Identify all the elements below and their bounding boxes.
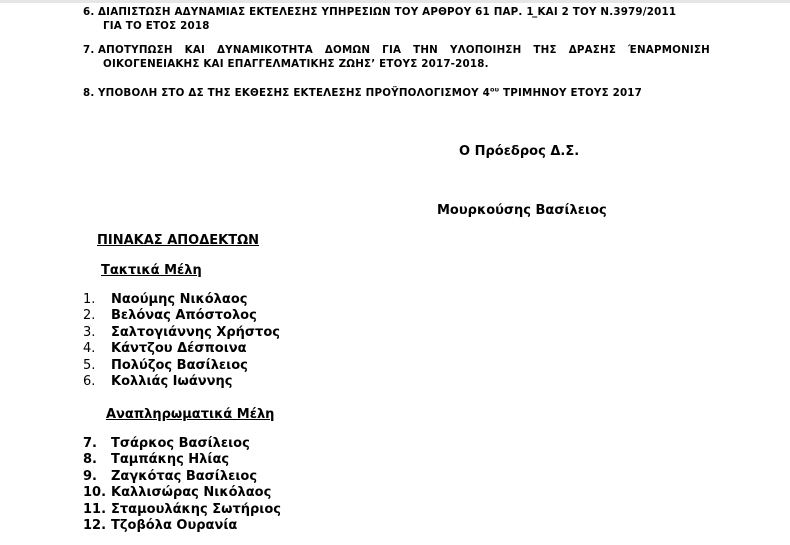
agenda-item-6 [83,6,713,34]
agenda-item-number: 7. [83,44,95,56]
member-name: Κάντζου Δέσποινα [111,341,247,357]
agenda-item-text: ΑΠΟΤΥΠΩΣΗ ΚΑΙ ΔΥΝΑΜΙΚΟΤΗΤΑ ΔΟΜΩΝ ΓΙΑ ΤΗΝ ΥΛΟΠΟΙΗΣΗ ΤΗΣ ΔΡΑΣΗΣ ΈΝΑΡΜΟΝΙΣΗ [98,44,710,56]
list-item-number: 7. [83,436,97,451]
ordinal-superscript: ου [489,85,500,94]
agenda-item-text: ΔΙΑΠΙΣΤΩΣΗ ΑΔΥΝΑΜΙΑΣ ΕΚΤΕΛΕΣΗΣ ΥΠΗΡΕΣΙΩΝ ΤΟΥ ΑΡΘΡΟΥ 61 ΠΑΡ. 1 ̲ΚΑΙ 2 ΤΟΥ Ν.3979/2011 [98,6,677,18]
list-item-number: 9. [83,468,97,484]
agenda-item-text-part: ΥΠΟΒΟΛΗ ΣΤΟ ΔΣ ΤΗΣ ΕΚΘΕΣΗΣ ΕΚΤΕΛΕΣΗΣ ΠΡΟΫΠΟΛΟΓΙΣΜΟΥ 4 [98,87,490,99]
list-item-number: 1. [83,292,96,307]
agenda-item-text-continued: ΟΙΚΟΓΕΝΕΙΑΚΗΣ ΚΑΙ ΕΠΑΓΓΕΛΜΑΤΙΚΗΣ ΖΩΗΣ’ ΕΤΟΥΣ 2017-2018. [103,57,489,70]
agenda-item-number: 6. [83,6,95,18]
recipients-heading: ΠΙΝΑΚΑΣ ΑΠΟΔΕΚΤΩΝ [97,233,260,248]
list-item-number: 8. [83,452,97,468]
agenda-item-7 [83,44,713,72]
page-top-edge [0,0,790,3]
member-name: Ναούμης Νικόλαος [111,292,248,307]
list-item-number: 4. [83,341,96,357]
list-item-number: 6. [83,373,96,389]
member-name: Καλλισώρας Νικόλαος [111,485,272,501]
member-name: Ταμπάκης Ηλίας [111,452,230,468]
member-name: Σταμουλάκης Σωτήριος [111,501,282,517]
signature-title: Ο Πρόεδρος Δ.Σ. [459,144,580,159]
agenda-item-number: 8. [83,87,95,99]
list-item-number: 10. [83,485,107,501]
member-name: Τσάρκος Βασίλειος [111,436,250,451]
list-item-number: 5. [83,357,96,373]
agenda-item-text [98,87,642,101]
member-name: Ζαγκότας Βασίλειος [111,468,258,484]
member-name: Βελόνας Απόστολος [111,308,257,324]
regular-members-heading: Τακτικά Μέλη [101,263,202,278]
list-item-number: 11. [83,501,107,517]
list-item-number: 12. [83,517,107,533]
member-name: Πολύζος Βασίλειος [111,357,248,373]
signature-name: Μουρκούσης Βασίλειος [437,203,607,218]
member-name: Τζοβόλα Ουρανία [111,517,238,533]
agenda-item-text-continued: ΓΙΑ ΤΟ ΕΤΟΣ 2018 [103,19,210,32]
member-name: Σαλτογιάννης Χρήστος [111,324,280,340]
list-item-number: 3. [83,324,96,340]
agenda-item-text-part: ΤΡΙΜΗΝΟΥ ΕΤΟΥΣ 2017 [499,87,643,99]
list-item-number: 2. [83,308,96,324]
alternate-members-heading: Αναπληρωματικά Μέλη [106,407,275,422]
member-name: Κολλιάς Ιωάννης [111,373,233,389]
agenda-item-8 [83,87,713,103]
